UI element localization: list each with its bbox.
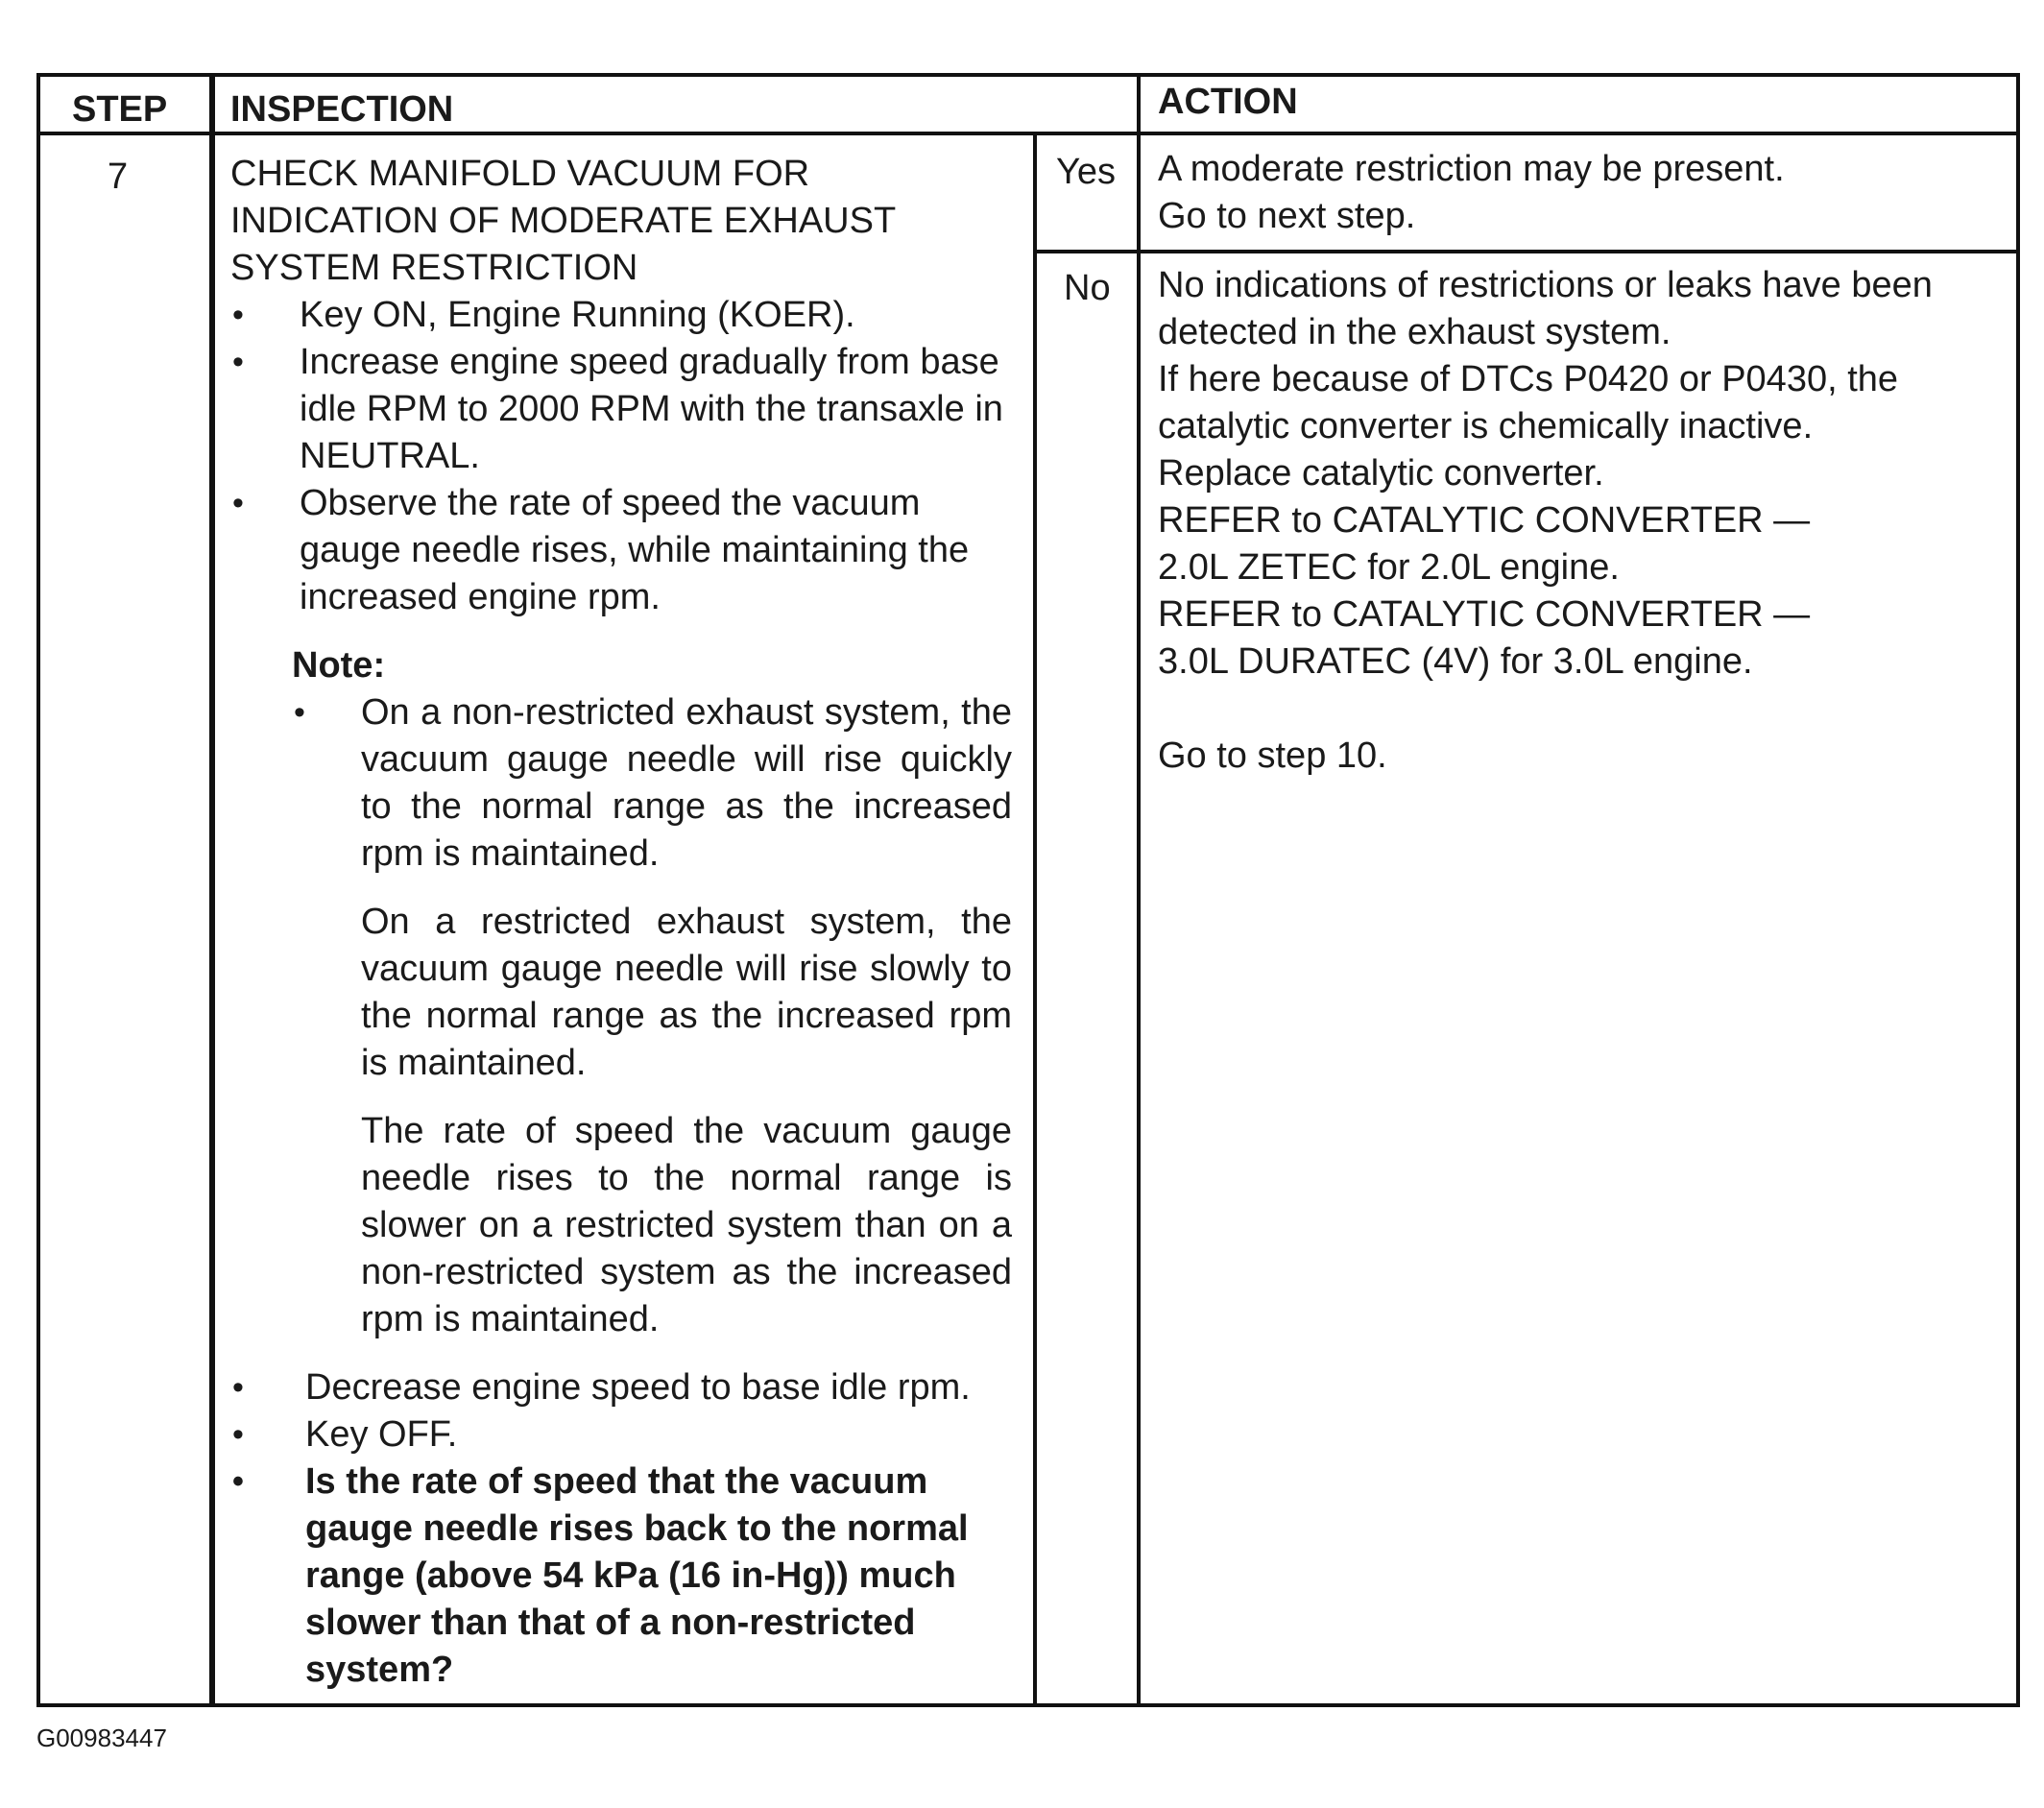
note-list <box>292 689 1012 878</box>
note-label: Note: <box>292 645 386 686</box>
list-item: • Observe the rate of speed the vacuum gauge needle rises, while maintaining the increased engine rpm. <box>230 480 1018 621</box>
header-inspection: INSPECTION <box>230 89 454 130</box>
goto-step: Go to step 10. <box>1158 735 1387 776</box>
action-line: 2.0L ZETEC for 2.0L engine. <box>1158 547 1620 588</box>
title-line: CHECK MANIFOLD VACUUM FOR <box>230 154 810 194</box>
action-line: No indications of restrictions or leaks have been <box>1158 265 1933 305</box>
step-number: 7 <box>108 157 129 197</box>
action-line: 3.0L DURATEC (4V) for 3.0L engine. <box>1158 641 1753 682</box>
action-line: detected in the exhaust system. <box>1158 312 1671 352</box>
action-line: A moderate restriction may be present. <box>1158 149 1785 189</box>
list-item: • Key OFF. <box>230 1411 1018 1458</box>
action-line: If here because of DTCs P0420 or P0430, the <box>1158 359 1899 399</box>
note-block <box>292 642 1012 1343</box>
list-item: • On a non-restricted exhaust system, the vacuum gauge needle will rise quickly to the normal range as the increased rpm is maintained. <box>292 689 1012 878</box>
procedure-list-top <box>230 292 1018 621</box>
question-item: • Is the rate of speed that the vacuum gauge needle rises back to the normal range (above 54 kPa (16 in-Hg)) much slower than that of a non-restricted system? <box>230 1458 1018 1694</box>
header-divider <box>36 132 2020 135</box>
procedure-list-bottom <box>230 1364 1018 1694</box>
divider-step-inspection <box>209 73 215 1707</box>
action-line: catalytic converter is chemically inactive. <box>1158 406 1814 446</box>
action-no <box>1158 262 2012 780</box>
title-line: SYSTEM RESTRICTION <box>230 248 638 288</box>
header-step: STEP <box>72 89 168 130</box>
list-item: • Key ON, Engine Running (KOER). <box>230 292 1018 339</box>
action-line: REFER to CATALYTIC CONVERTER — <box>1158 500 1811 541</box>
inspection-title <box>230 151 1018 292</box>
title-line: INDICATION OF MODERATE EXHAUST <box>230 201 897 241</box>
action-yes <box>1158 146 2012 240</box>
list-item: • Increase engine speed gradually from base idle RPM to 2000 RPM with the transaxle in NEUTRAL. <box>230 339 1018 480</box>
action-line: Replace catalytic converter. <box>1158 453 1604 494</box>
action-line: REFER to CATALYTIC CONVERTER — <box>1158 594 1811 635</box>
divider-inspection-answer <box>1033 134 1037 1707</box>
list-item: • Decrease engine speed to base idle rpm. <box>230 1364 1018 1411</box>
divider-answer-action <box>1137 73 1141 1707</box>
header-action: ACTION <box>1158 82 1298 122</box>
answer-no-label: No <box>1064 268 1111 308</box>
inspection-cell <box>230 151 1018 1694</box>
note-paragraph: The rate of speed the vacuum gauge needle rises to the normal range is slower on a restricted system than on a non-restricted system as the increased rpm is maintained. <box>361 1111 1012 1339</box>
action-line: Go to next step. <box>1158 196 1416 236</box>
figure-id: G00983447 <box>36 1724 167 1752</box>
note-paragraph: On a restricted exhaust system, the vacuum gauge needle will rise slowly to the normal range as the increased rpm is maintained. <box>361 902 1012 1083</box>
divider-yes-no <box>1033 250 2020 253</box>
answer-yes-label: Yes <box>1056 152 1116 192</box>
